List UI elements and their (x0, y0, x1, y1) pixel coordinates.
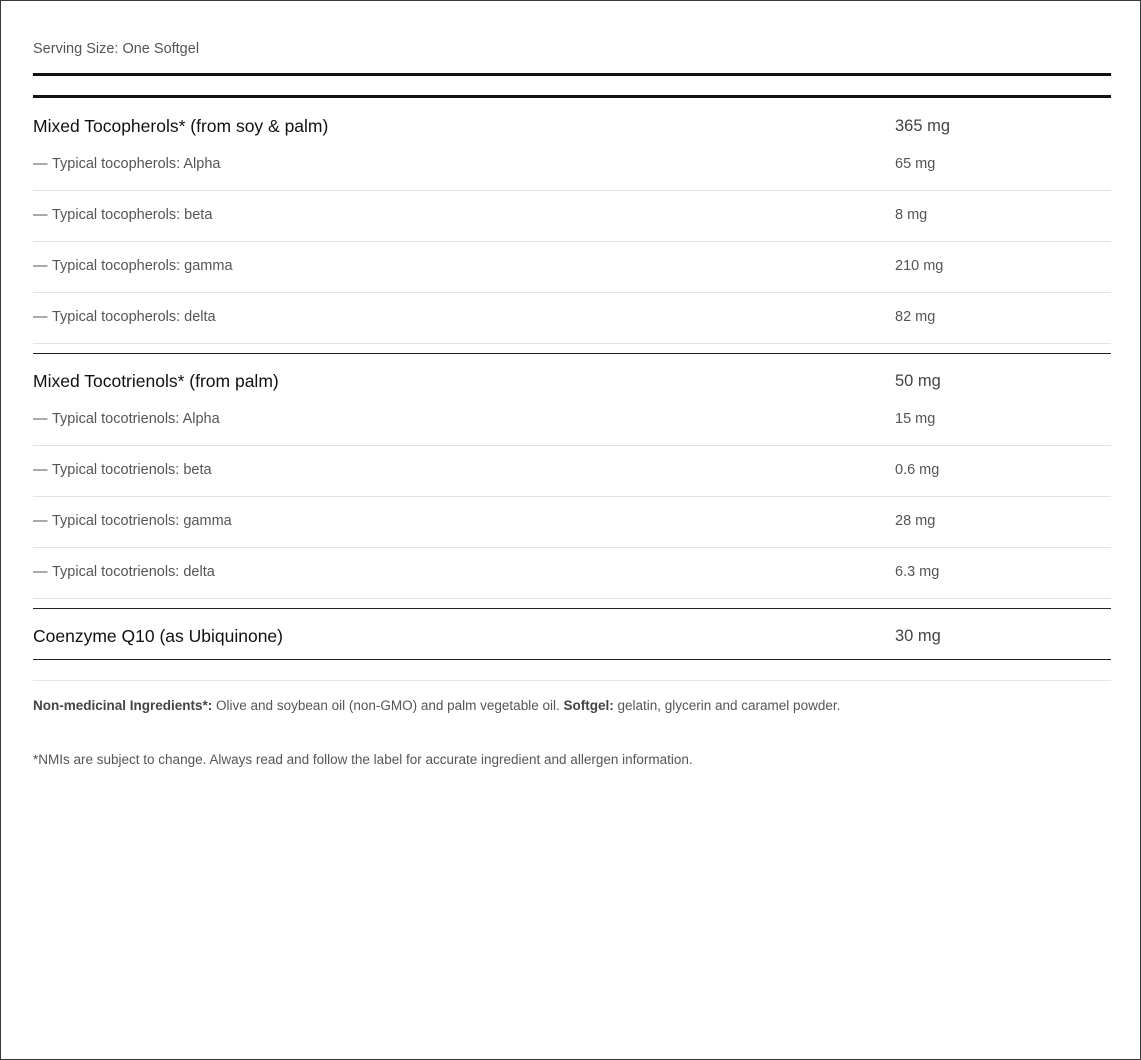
sub-ingredient-amount: 82 mg (895, 309, 936, 325)
sub-ingredient-amount: 0.6 mg (895, 462, 940, 478)
footer-divider (33, 680, 1111, 681)
ingredient-row (33, 353, 1111, 395)
ingredient-name: Coenzyme Q10 (as Ubiquinone) (33, 626, 283, 646)
ingredient-group-tocopherols (33, 98, 1111, 344)
dash-icon: — (33, 513, 48, 529)
sub-ingredient-row (33, 395, 1111, 446)
dash-icon: — (33, 309, 48, 325)
ingredient-group-tocotrienols (33, 353, 1111, 599)
table-bottom-rule (33, 659, 1111, 660)
sub-ingredient-row (33, 497, 1111, 548)
sub-ingredient-name: Typical tocopherols: beta (52, 207, 213, 223)
sub-ingredient-name: Typical tocotrienols: delta (52, 564, 215, 580)
sub-ingredient-row (33, 140, 1111, 191)
sub-ingredient-name: Typical tocotrienols: Alpha (52, 411, 220, 427)
sub-ingredient-row (33, 293, 1111, 344)
ingredient-name: Mixed Tocopherols* (from soy & palm) (33, 116, 329, 136)
sub-ingredient-amount: 28 mg (895, 513, 936, 529)
sub-ingredient-amount: 65 mg (895, 156, 936, 172)
dash-icon: — (33, 462, 48, 478)
non-medicinal-text: Olive and soybean oil (non-GMO) and palm vegetable oil. (212, 698, 564, 713)
sub-ingredient-name: Typical tocopherols: delta (52, 309, 216, 325)
ingredient-name: Mixed Tocotrienols* (from palm) (33, 371, 279, 391)
sub-ingredient-row (33, 446, 1111, 497)
sub-ingredient-name: Typical tocotrienols: beta (52, 462, 212, 478)
sub-ingredient-row (33, 548, 1111, 599)
non-medicinal-ingredients (33, 698, 840, 713)
sub-ingredient-amount: 6.3 mg (895, 564, 940, 580)
sub-ingredient-row (33, 242, 1111, 293)
sub-ingredient-amount: 15 mg (895, 411, 936, 427)
top-rule (33, 73, 1111, 76)
ingredient-amount: 30 mg (895, 627, 941, 645)
ingredient-row-coq10 (33, 608, 1111, 658)
sub-ingredient-name: Typical tocopherols: gamma (52, 258, 233, 274)
dash-icon: — (33, 564, 48, 580)
softgel-text: gelatin, glycerin and caramel powder. (613, 698, 841, 713)
ingredient-amount: 50 mg (895, 372, 941, 390)
non-medicinal-label: Non-medicinal Ingredients*: (33, 698, 213, 713)
sub-ingredient-name: Typical tocopherols: Alpha (52, 156, 221, 172)
dash-icon: — (33, 411, 48, 427)
sub-ingredient-amount: 210 mg (895, 258, 944, 274)
softgel-label: Softgel: (563, 698, 614, 713)
dash-icon: — (33, 258, 48, 274)
ingredient-row (33, 98, 1111, 140)
sub-ingredient-amount: 8 mg (895, 207, 928, 223)
sub-ingredient-row (33, 191, 1111, 242)
sub-ingredient-name: Typical tocotrienols: gamma (52, 513, 232, 529)
dash-icon: — (33, 207, 48, 223)
ingredient-amount: 365 mg (895, 117, 951, 135)
dash-icon: — (33, 156, 48, 172)
disclaimer: *NMIs are subject to change. Always read and follow the label for accurate ingredient and allergen information. (33, 752, 693, 767)
serving-size: Serving Size: One Softgel (33, 41, 200, 57)
